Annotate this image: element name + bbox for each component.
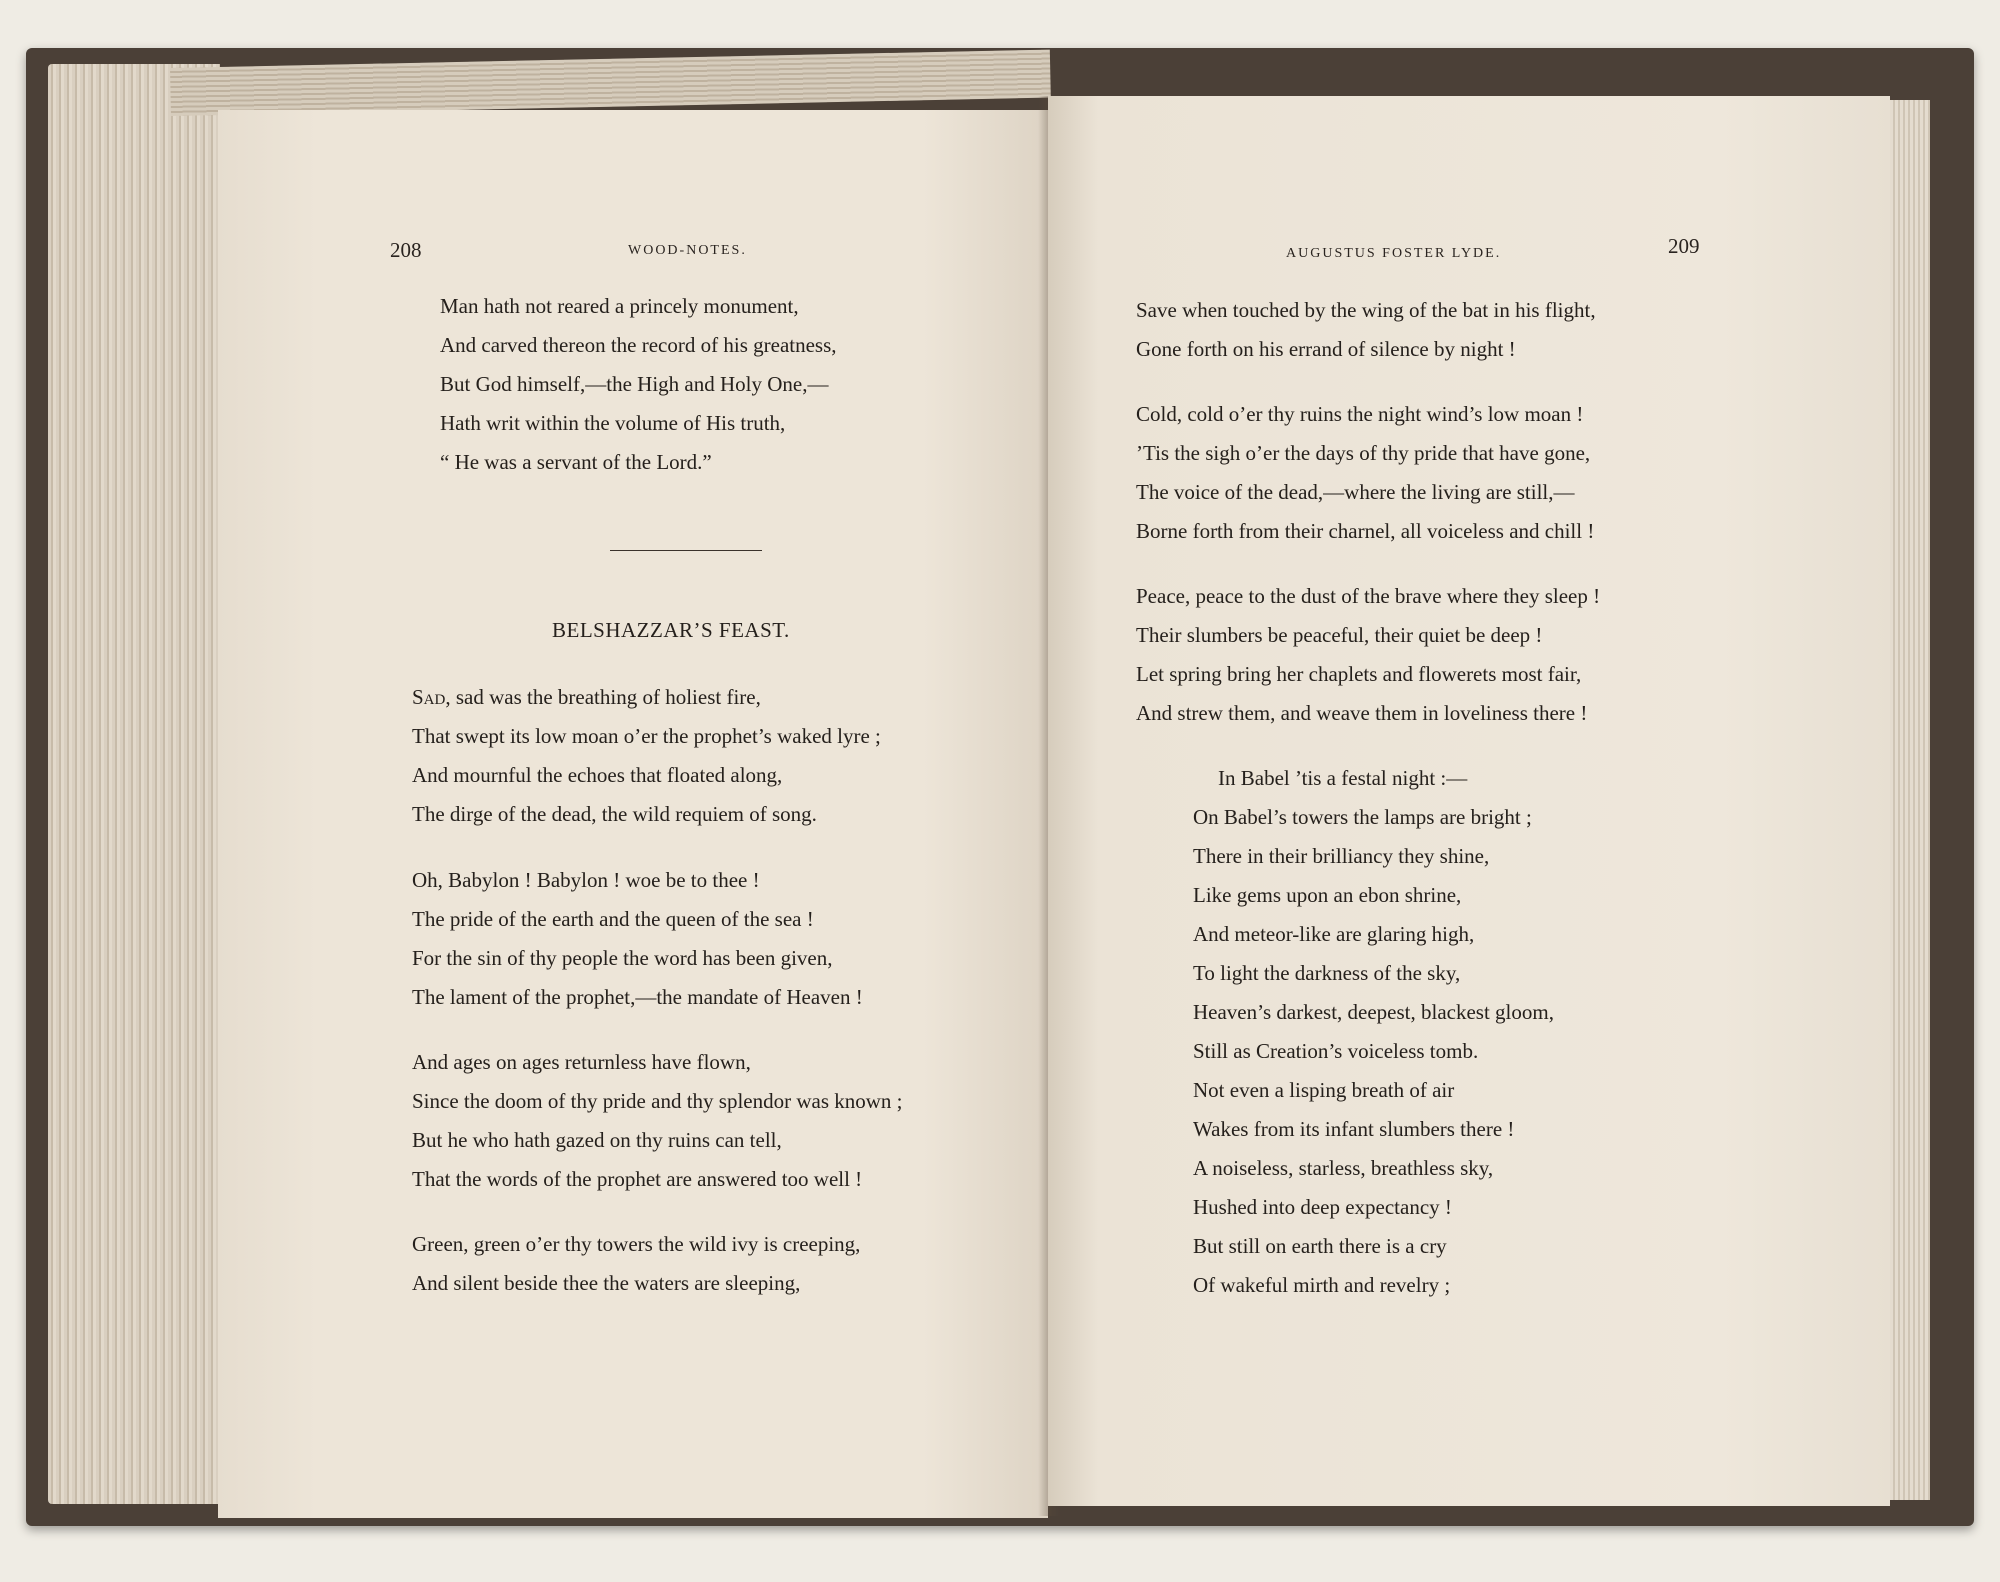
verse-line: Like gems upon an ebon shrine, <box>1193 883 1462 907</box>
verse-line: The lament of the prophet,—the mandate of Heaven ! <box>412 985 863 1009</box>
verse-line: That swept its low moan o’er the prophet’s waked lyre ; <box>412 724 881 748</box>
left-page <box>218 110 1048 1518</box>
verse-line: Let spring bring her chaplets and flowerets most fair, <box>1136 662 1582 686</box>
verse-line: A noiseless, starless, breathless sky, <box>1193 1156 1494 1180</box>
verse-line: Their slumbers be peaceful, their quiet be deep ! <box>1136 623 1543 647</box>
verse-line: Gone forth on his errand of silence by night ! <box>1136 337 1516 361</box>
verse-line: “ He was a servant of the Lord.” <box>440 450 712 474</box>
verse-line: Peace, peace to the dust of the brave where they sleep ! <box>1136 584 1601 608</box>
verse-line: And silent beside thee the waters are sleeping, <box>412 1271 801 1295</box>
verse-line: And meteor-like are glaring high, <box>1193 922 1475 946</box>
verse-line <box>412 685 761 710</box>
verse-line-rest: , sad was the breathing of holiest fire, <box>445 685 761 709</box>
verse-line: But God himself,—the High and Holy One,— <box>440 372 829 396</box>
verse-line: Heaven’s darkest, deepest, blackest gloom, <box>1193 1000 1554 1024</box>
verse-line: That the words of the prophet are answered too well ! <box>412 1167 863 1191</box>
verse-line: But still on earth there is a cry <box>1193 1234 1447 1258</box>
verse-line: In Babel ’tis a festal night :— <box>1218 766 1468 790</box>
right-page <box>1048 96 1890 1506</box>
running-title: WOOD-NOTES. <box>628 243 747 258</box>
verse-line: To light the darkness of the sky, <box>1193 961 1461 985</box>
verse-line: And ages on ages returnless have flown, <box>412 1050 751 1074</box>
verse-line: Green, green o’er thy towers the wild ivy is creeping, <box>412 1232 861 1256</box>
verse-line: Cold, cold o’er thy ruins the night wind’s low moan ! <box>1136 402 1584 426</box>
verse-line: There in their brilliancy they shine, <box>1193 844 1490 868</box>
verse-line: Oh, Babylon ! Babylon ! woe be to thee ! <box>412 868 760 892</box>
verse-line: Since the doom of thy pride and thy splendor was known ; <box>412 1089 903 1113</box>
verse-line: And carved thereon the record of his greatness, <box>440 333 837 357</box>
verse-line: Not even a lisping breath of air <box>1193 1078 1455 1102</box>
verse-line: Borne forth from their charnel, all voiceless and chill ! <box>1136 519 1595 543</box>
running-title: AUGUSTUS FOSTER LYDE. <box>1286 246 1502 261</box>
verse-line: On Babel’s towers the lamps are bright ; <box>1193 805 1532 829</box>
page-edges-left <box>48 64 220 1504</box>
verse-line: Hath writ within the volume of His truth, <box>440 411 786 435</box>
verse-line: And mournful the echoes that floated along, <box>412 763 783 787</box>
verse-line: ’Tis the sigh o’er the days of thy pride that have gone, <box>1136 441 1591 465</box>
verse-line: The dirge of the dead, the wild requiem of song. <box>412 802 817 826</box>
verse-line: And strew them, and weave them in loveliness there ! <box>1136 701 1588 725</box>
verse-line: The pride of the earth and the queen of the sea ! <box>412 907 814 931</box>
poem-title: BELSHAZZAR’S FEAST. <box>552 618 790 642</box>
section-divider <box>610 550 762 551</box>
verse-line: Save when touched by the wing of the bat in his flight, <box>1136 298 1596 322</box>
page-number: 209 <box>1668 234 1700 258</box>
verse-line: But he who hath gazed on thy ruins can tell, <box>412 1128 782 1152</box>
verse-line: Still as Creation’s voiceless tomb. <box>1193 1039 1479 1063</box>
verse-line: Wakes from its infant slumbers there ! <box>1193 1117 1515 1141</box>
verse-line: Man hath not reared a princely monument, <box>440 294 799 318</box>
page-number: 208 <box>390 238 422 262</box>
verse-line: For the sin of thy people the word has been given, <box>412 946 833 970</box>
verse-line: Of wakeful mirth and revelry ; <box>1193 1273 1451 1297</box>
verse-line: Hushed into deep expectancy ! <box>1193 1195 1452 1219</box>
verse-line: The voice of the dead,—where the living are still,— <box>1136 480 1575 504</box>
drop-word: Sad <box>412 685 446 709</box>
